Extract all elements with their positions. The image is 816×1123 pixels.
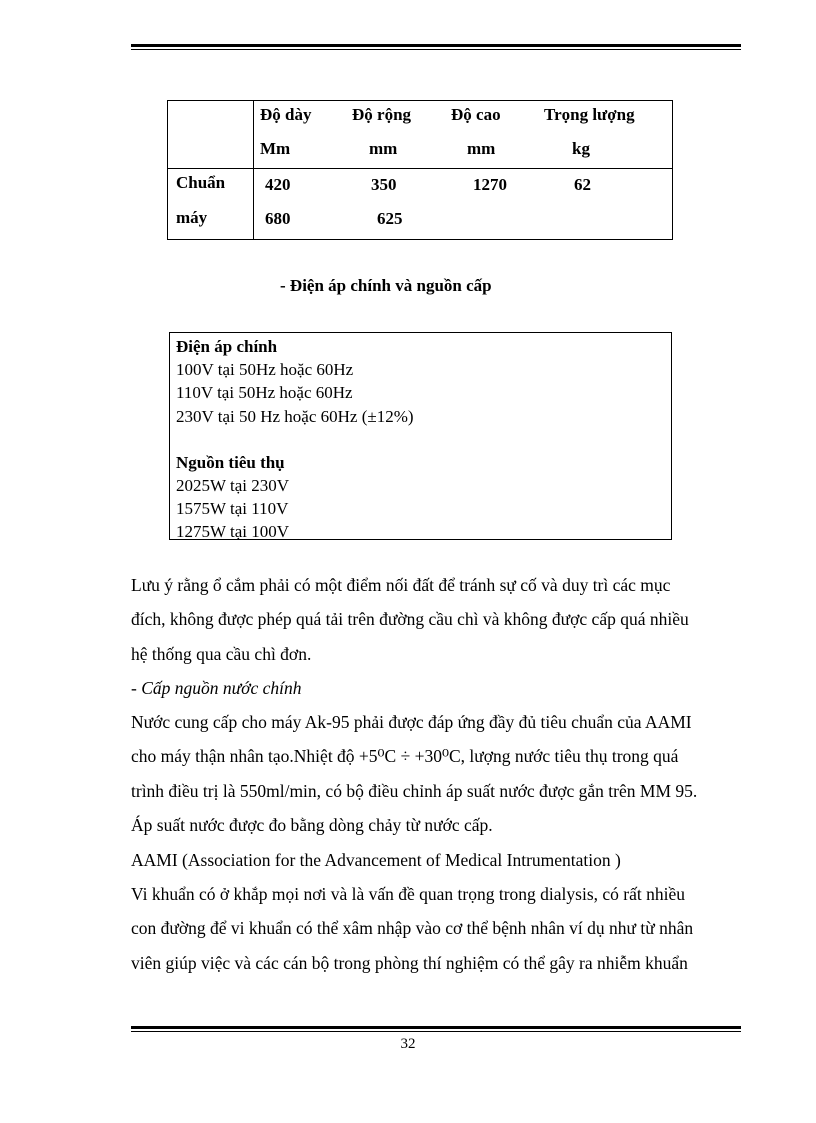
voltage-line: 230V tại 50 Hz hoặc 60Hz (±12%): [176, 406, 414, 426]
cell-width-1: 350: [371, 175, 397, 194]
header-width: Độ rộng: [352, 105, 412, 124]
unit-thickness: Mm: [260, 139, 291, 158]
voltage-line: 100V tại 50Hz hoặc 60Hz: [176, 360, 354, 380]
paragraph-line: hệ thống qua cầu chì đơn.: [131, 644, 312, 664]
header-thickness: Độ dày: [260, 105, 312, 124]
header-weight: Trọng lượng: [544, 105, 635, 124]
table-divider-vertical: [253, 101, 254, 239]
cell-thickness-1: 420: [265, 175, 291, 194]
consumption-line: 2025W tại 230V: [176, 476, 290, 496]
power-heading: - Điện áp chính và nguồn cấp: [280, 276, 492, 295]
unit-height: mm: [467, 139, 496, 158]
power-box: [169, 332, 672, 540]
paragraph-line: AAMI (Association for the Advancement of Medical Intrumentation ): [131, 850, 621, 870]
section-heading-water: - Cấp nguồn nước chính: [131, 678, 302, 698]
paragraph-line: cho máy thận nhân tạo.Nhiệt độ +5⁰C ÷ +30⁰C, lượng nước tiêu thụ trong quá: [131, 746, 679, 766]
page-number: 32: [400, 1036, 416, 1052]
cell-thickness-2: 680: [265, 209, 291, 228]
paragraph-line: Vi khuẩn có ở khắp mọi nơi và là vấn đề quan trọng trong dialysis, có rất nhiều: [131, 884, 686, 904]
paragraph-line: Lưu ý rằng ổ cắm phải có một điểm nối đất để tránh sự cố và duy trì các mục: [131, 575, 671, 595]
paragraph-line: con đường để vi khuẩn có thể xâm nhập vào cơ thể bệnh nhân ví dụ như từ nhân: [131, 918, 694, 938]
table-divider-horizontal: [168, 168, 672, 169]
consumption-line: 1575W tại 110V: [176, 499, 289, 519]
cell-weight-1: 62: [574, 175, 591, 194]
paragraph-line: trình điều trị là 550ml/min, có bộ điều chỉnh áp suất nước được gắn trên MM 95.: [131, 781, 698, 801]
unit-weight: kg: [572, 139, 590, 158]
voltage-title: Điện áp chính: [176, 337, 278, 356]
row-label-line1: Chuẩn: [176, 173, 226, 192]
paragraph-line: Nước cung cấp cho máy Ak-95 phải được đáp ứng đầy đủ tiêu chuẩn của AAMI: [131, 712, 692, 732]
cell-height-1: 1270: [473, 175, 507, 194]
paragraph-line: đích, không được phép quá tải trên đường cầu chì và không được cấp quá nhiều: [131, 609, 689, 629]
paragraph-line: Áp suất nước được đo bằng dòng chảy từ nước cấp.: [131, 815, 493, 835]
header-rule: [131, 44, 741, 50]
dimensions-table: [167, 100, 673, 240]
voltage-line: 110V tại 50Hz hoặc 60Hz: [176, 383, 353, 403]
footer-rule: [131, 1026, 741, 1032]
header-height: Độ cao: [451, 105, 501, 124]
consumption-title: Nguồn tiêu thụ: [176, 452, 285, 472]
row-label-line2: máy: [176, 208, 208, 227]
cell-width-2: 625: [377, 209, 403, 228]
consumption-line: 1275W tại 100V: [176, 522, 290, 542]
unit-width: mm: [369, 139, 398, 158]
spacer: [176, 428, 671, 451]
paragraph-line: viên giúp việc và các cán bộ trong phòng thí nghiệm có thể gây ra nhiễm khuẩn: [131, 953, 688, 973]
